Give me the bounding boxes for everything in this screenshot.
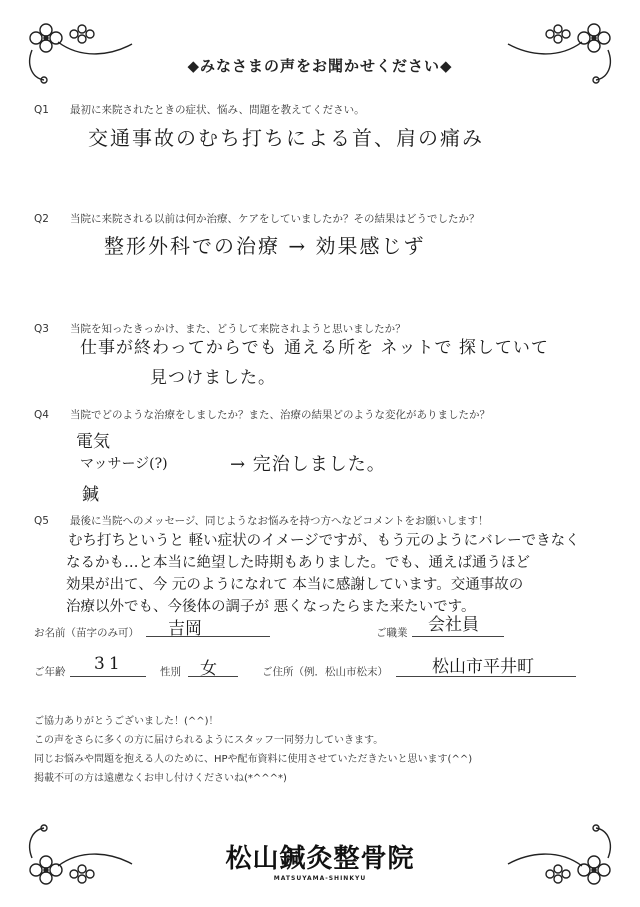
address-value: 松山市平井町: [432, 657, 534, 677]
name-value: 吉岡: [168, 619, 202, 639]
question-number: Q2: [34, 213, 49, 225]
answer-4-acupuncture: 鍼: [82, 485, 99, 505]
clinic-logo: [0, 838, 640, 882]
age-value: 31: [94, 654, 124, 674]
job-label: ご職業: [376, 627, 408, 639]
question-number: Q5: [34, 515, 49, 527]
gender-value: 女: [200, 659, 217, 679]
page-title: ◆みなさまの声をお聞かせください◆: [187, 57, 453, 75]
age-underline: [70, 675, 146, 677]
question-number: Q4: [34, 409, 49, 421]
job-value: 会社員: [428, 615, 479, 635]
answer-4-result: → 完治しました。: [230, 454, 386, 475]
gender-label: 性別: [160, 666, 181, 678]
answer-5-line-1: むち打ちというと 軽い症状のイメージですが、もう元のようにバレーできなく: [68, 533, 580, 549]
answer-3-line-1: 仕事が終わってからでも 通える所を ネットで 探していて: [80, 338, 549, 358]
footer-line-2: この声をさらに多くの方に届けられるようにスタッフ一同努力していきます。: [34, 735, 384, 746]
answer-3-line-2: 見つけました。: [150, 368, 276, 388]
answer-1: 交通事故のむち打ちによる首、肩の痛み: [88, 126, 484, 150]
age-label: ご年齢: [34, 666, 66, 678]
question-text: 当院に来院される以前は何か治療、ケアをしていましたか？その結果はどうでしたか？: [70, 213, 480, 225]
name-label: お名前（苗字のみ可）: [34, 627, 139, 639]
answer-5-line-3: 効果が出て、今 元のようになれて 本当に感謝しています。交通事故の: [66, 577, 524, 593]
clinic-subtitle: MATSUYAMA-SHINKYU: [273, 875, 367, 882]
name-underline: [146, 635, 270, 637]
question-text: 最初に来院されたときの症状、悩み、問題を教えてください。: [70, 104, 365, 116]
job-underline: [412, 635, 504, 637]
answer-4-electric: 電気: [76, 432, 110, 452]
question-5: [34, 513, 489, 528]
question-number: Q3: [34, 323, 49, 335]
answer-4-massage: マッサージ(?): [80, 456, 168, 472]
footer-line-4: 掲載不可の方は遠慮なくお申し付けくださいね(*^^^*): [34, 773, 287, 784]
question-text: 当院でどのような治療をしましたか？また、治療の結果どのような変化がありましたか？: [70, 409, 490, 421]
address-label: ご住所（例．松山市松末）: [262, 666, 388, 678]
answer-5-line-4: 治療以外でも、今後体の調子が 悪くなったらまた来たいです。: [66, 599, 476, 615]
question-4: [34, 407, 490, 422]
footer-line-3: 同じお悩みや問題を抱える人のために、HPや配布資料に使用させていただきたいと思います(^^): [34, 754, 473, 765]
question-text: 最後に当院へのメッセージ、同じようなお悩みを持つ方へなどコメントをお願いします！: [70, 515, 489, 527]
answer-2: 整形外科での治療 → 効果感じず: [104, 234, 426, 258]
question-1: [34, 102, 365, 117]
footer-line-1: ご協力ありがとうございました！(^^)！: [34, 716, 219, 727]
question-number: Q1: [34, 104, 49, 116]
answer-5-line-2: なるかも…と本当に絶望した時期もありました。でも、通えば通うほど: [66, 555, 530, 571]
question-2: [34, 211, 480, 226]
gender-underline: [188, 675, 238, 677]
question-text: 当院を知ったきっかけ、また、どうして来院されようと思いましたか？: [70, 323, 406, 335]
clinic-name: 松山鍼灸整骨院: [225, 844, 415, 874]
address-underline: [396, 675, 576, 677]
